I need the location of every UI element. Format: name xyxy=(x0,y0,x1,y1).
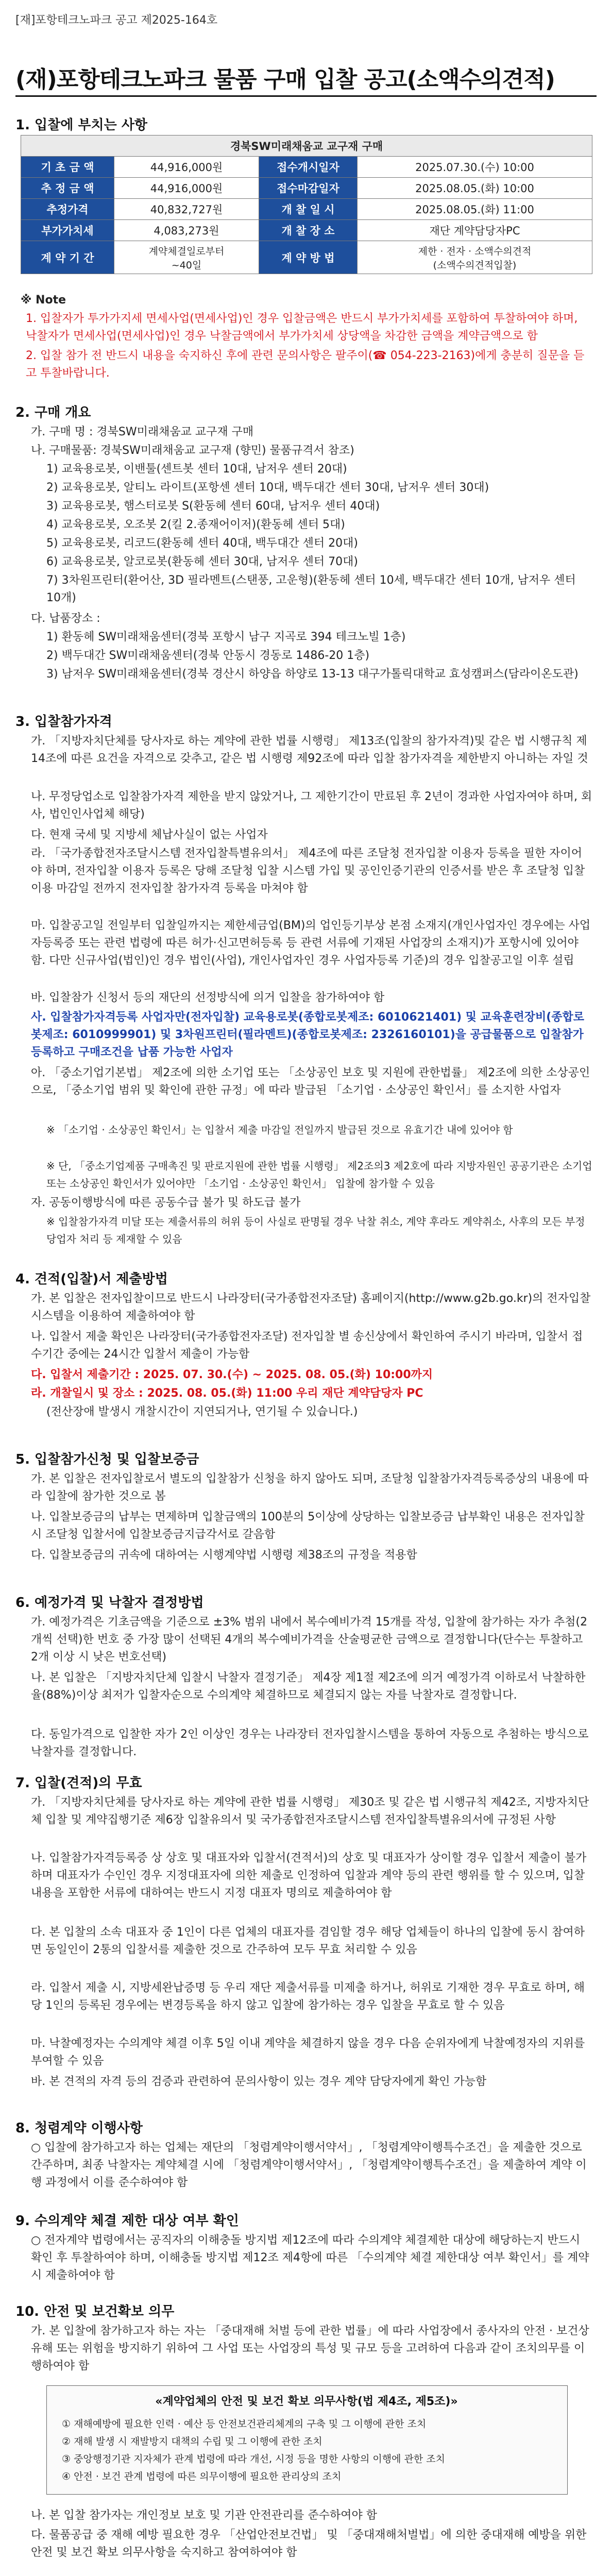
list-item: 나. 본 입찰 참가자는 개인정보 보호 및 기관 안전관리를 준수하여야 함 xyxy=(31,2509,377,2522)
table-row xyxy=(21,241,592,274)
list-item: 1) 환동헤 SW미래채움센터(경북 포항시 남구 지곡로 394 테크노빌 1층) xyxy=(46,631,406,643)
section-10-heading: 10. 안전 및 보건확보 의무 xyxy=(15,2304,175,2319)
section-6-heading: 6. 예정가격 및 낙찰자 결정방법 xyxy=(15,1595,204,1611)
section-4-heading: 4. 견적(입찰)서 제출방법 xyxy=(15,1272,168,1287)
table-row xyxy=(21,178,592,199)
list-item: 5) 교육용로봇, 리코드(환동헤 센터 40대, 백두대간 센터 20대) xyxy=(46,537,358,550)
table-title-cell: 경북SW미래채움교 교구재 구매 xyxy=(21,135,592,157)
table-value-cell: 44,916,000원 xyxy=(114,178,259,199)
note-heading: ※ Note xyxy=(21,294,66,307)
safety-duty-item: ④ 안전 · 보건 관계 법령에 따른 의무이행에 필요한 관리상의 조치 xyxy=(62,2471,342,2482)
list-item: ※ 단, 「중소기업제품 구매촉진 및 판로지원에 관한 법률 시행령」 제2조의3 제2호에 따라 지방자원인 공공기관은 소기업 또는 소상공인 확인서가 있어야만 「소기업 · 소상공인 확인서」 입찰에 참가할 수 있음 xyxy=(46,1160,592,1190)
note-item: 1. 입찰자가 투가가지세 면세사업(면세사업)인 경우 입찰금액은 반드시 부가가치세를 포함하여 투찰하여야 하며, 낙찰자가 면세사업(면세사업)인 경우 낙찰금액에서 부가가치세 상당액을 차감한 금액을 계약금액으로 함 xyxy=(26,312,578,343)
table-value-cell: 44,916,000원 xyxy=(114,157,259,178)
table-label-cell: 계 약 기 간 xyxy=(21,241,114,274)
list-item: 마. 낙찰예정자는 수의계약 체결 이후 5일 이내 계약을 체결하지 않을 경우 다음 순위자에게 낙찰예정자의 지위를 부여할 수 있음 xyxy=(31,2037,585,2067)
list-item: 다. 입찰보증금의 귀속에 대하여는 시행계약법 시행령 제38조의 규정을 적용함 xyxy=(31,1549,417,1562)
list-item: 마. 입찰공고일 전일부터 입찰일까지는 제한세금업(BM)의 업인등기부상 본점 소재지(개인사업자인 경우에는 사업자등록증 또는 관련 법령에 따른 허가·신고면허등록 등 관련 서류에 기재된 사업장의 소재지)가 포항시에 있어야 함. 다만 신규사업(법인)인 경우 법인(사업), 개인사업자인 경우 사업자등록 기준)의 경우 입찰공고일 이후 설립 xyxy=(31,919,591,967)
list-item: 아. 「중소기업기본법」 제2조에 의한 소기업 또는 「소상공인 보호 및 지원에 관한법률」 제2조에 의한 소상공인으로, 「중소기업 범위 및 확인에 관한 규정」에 따라 발급된 「소기업 · 소상공인 확인서」를 소지한 사업자 xyxy=(31,1066,590,1097)
safety-duties-title: «계약업체의 안전 및 보건 확보 의무사항(법 제4조, 제5조)» xyxy=(155,2395,458,2408)
list-item: 다. 납품장소 : xyxy=(31,612,100,625)
bid-summary-table xyxy=(21,135,592,274)
list-item: ※ 「소기업 · 소상공인 확인서」는 입찰서 제출 마감일 전일까지 발급된 것으로 유효기간 내에 있어야 함 xyxy=(46,1124,513,1136)
list-item: 7) 3차원프린터(환어산, 3D 필라멘트(스탠풍, 고운형)(환동헤 센터 10세, 백두대간 센터 10개, 남저우 센터 10개) xyxy=(46,574,576,604)
title-divider xyxy=(15,95,597,97)
table-value-cell: 4,083,273원 xyxy=(114,220,259,241)
list-item: 바. 본 견적의 자격 등의 검증과 관련하여 문의사항이 있는 경우 계약 담당자에게 확인 가능함 xyxy=(31,2075,487,2088)
table-row xyxy=(21,220,592,241)
table-value-cell: 제한 · 전자 · 소액수의견적 (소액수의견적입찰) xyxy=(358,241,592,274)
page-title: (재)포항테크노파크 물품 구매 입찰 공고(소액수의견적) xyxy=(15,66,555,93)
list-item: 다. 현재 국세 및 지방세 체납사실이 없는 사업자 xyxy=(31,828,268,841)
list-item: 2) 백두대간 SW미래채움센터(경북 안동시 경동로 1486-20 1층) xyxy=(46,649,370,662)
list-item: 3) 교육용로봇, 햄스터로봇 S(환동헤 센터 60대, 남저우 센터 40대) xyxy=(46,500,380,513)
submission-period: 다. 입찰서 제출기간 : 2025. 07. 30.(수) ~ 2025. 08. 05.(화) 10:00까지 xyxy=(31,1368,433,1381)
list-item: ※ 입찰참가자격 미달 또는 제출서류의 허위 등이 사실로 판명될 경우 낙찰 취소, 계약 후라도 계약취소, 사후의 모든 부정당업자 처리 등 제재할 수 있음 xyxy=(46,1215,585,1245)
list-item: 3) 남저우 SW미래채움센터(경북 경산시 하양읍 하양로 13-13 대구가톨릭대학교 효성캠퍼스(담라이온도관) xyxy=(46,668,579,681)
section-1-heading: 1. 입찰에 부치는 사항 xyxy=(15,117,148,133)
list-item: 바. 입찰참가 신청서 등의 재단의 선정방식에 의거 입찰을 참가하여야 함 xyxy=(31,991,385,1004)
list-item: 가. 본 입찰은 전자입찰이므로 반드시 나라장터(국가종합전자조달) 홈페이지(http://www.g2b.go.kr)의 전자입찰시스템을 이용하여 제출하여야 함 xyxy=(31,1292,591,1323)
list-item: 라. 입찰서 제출 시, 지방세완납증명 등 우리 재단 제출서류를 미제출 하거나, 허위로 기재한 경우 무효로 하며, 해당 1인의 등록된 경우에는 변경등록을 하지 않고 입찰에 참가하는 경우 입찰을 무효로 할 수 있음 xyxy=(31,1981,585,2012)
list-item: (전산장애 발생시 개찰시간이 지연되거나, 연기될 수 있습니다.) xyxy=(46,1405,358,1418)
section-9-heading: 9. 수의계약 체결 제한 대상 여부 확인 xyxy=(15,2213,239,2229)
list-item: 나. 본 입찰은 「지방자치단체 입찰시 낙찰자 결정기준」 제4장 제1절 제2조에 의거 예정가격 이하로서 낙찰하한율(88%)이상 최저가 입찰자순으로 수의계약 체결하므로 체결되지 않는 자를 낙찰자로 결정합니다. xyxy=(31,1671,586,1702)
list-item: 나. 입찰서 제출 확인은 나라장터(국가종합전자조달) 전자입찰 별 송신상에서 확인하여 주시기 바라며, 입찰서 접수기간 중에는 24시간 입찰서 제출이 가능함 xyxy=(31,1330,583,1361)
table-label-cell: 접수마감일자 xyxy=(259,178,358,199)
table-label-cell: 기 초 금 액 xyxy=(21,157,114,178)
table-value-cell: 2025.07.30.(수) 10:00 xyxy=(358,157,592,178)
list-item: 나. 입찰참가자격등록증 상 상호 및 대표자와 입찰서(견적서)의 상호 및 대표자가 상이할 경우 입찰서 제출이 불가하며 대표자가 수인인 경우 지정대표자에 의한 제출로 인정하여 입찰과 계약 등의 관련 행위를 할 수 있으며, 입찰 내용을 포함한 서류에 대하여는 반드시 지정 대표자 명의로 제출하여야 함 xyxy=(31,1852,587,1900)
list-item: 1) 교육용로봇, 이밴툴(센트봇 센터 10대, 남저우 센터 20대) xyxy=(46,463,347,476)
note-item: 2. 입찰 참가 전 반드시 내용을 숙지하신 후에 관련 문의사항은 팔주이(☎ 054-223-2163)에게 충분히 질문을 듣고 투찰바랍니다. xyxy=(26,349,585,380)
list-item: 나. 입찰보증금의 납부는 면제하며 입찰금액의 100분의 5이상에 상당하는 입찰보증금 납부확인 내용은 전자입찰 시 조달청 입찰서에 입찰보증금지급각서로 갈음함 xyxy=(31,1511,585,1541)
list-item: 라. 「국가종합전자조달시스템 전자입찰특별유의서」 제4조에 따른 조달청 전자입찰 이용자 등록을 필한 자이어야 하며, 전자입찰 이용자 등록은 당해 조달청 입찰 시스템 가입 및 공인인증기관의 인증서를 받은 후 조달청 입찰 이용 마감일 전까지 전자입찰 참가자격 등록을 마쳐야 함 xyxy=(31,847,585,895)
table-value-cell: 계약체결일로부터 ~40일 xyxy=(114,241,259,274)
list-item: ○ 전자계약 법령에서는 공직자의 이해충돌 방지법 제12조에 따라 수의계약 체결제한 대상에 해당하는지 반드시 확인 후 투찰하여야 하며, 이해충돌 방지법 제12조 제4항에 따른 「수의계약 체결 제한대상 여부 확인서」를 계약 시 제출하여야 함 xyxy=(31,2234,589,2282)
table-label-cell: 개 찰 일 시 xyxy=(259,199,358,220)
safety-duty-item: ② 재해 발생 시 재발방지 대책의 수립 및 그 이행에 관한 조치 xyxy=(62,2436,322,2447)
table-label-cell: 계 약 방 법 xyxy=(259,241,358,274)
list-item: 가. 예정가격은 기초금액을 기준으로 ±3% 범위 내에서 복수예비가격 15개를 작성, 입찰에 참가하는 자가 추첨(2개씩 선택)한 번호 중 가장 많이 선택된 4개의 복수예비가격을 산술평균한 금액으로 결정합니다(단수는 투찰하고 2개 이상 시 낮은 번호선택) xyxy=(31,1616,588,1664)
opening-datetime: 라. 개찰일시 및 장소 : 2025. 08. 05.(화) 11:00 우리 재단 계약담당자 PC xyxy=(31,1387,423,1400)
section-5-heading: 5. 입찰참가신청 및 입찰보증금 xyxy=(15,1452,199,1467)
list-item: 다. 본 입찰의 소속 대표자 중 1인이 다른 업체의 대표자를 겸임할 경우 해당 업체들이 하나의 입찰에 동시 참여하면 동일인이 2통의 입찰서를 제출한 것으로 간주하여 모두 무효 처리할 수 있음 xyxy=(31,1926,585,1956)
list-item: 다. 동일가격으로 입찰한 자가 2인 이상인 경우는 나라장터 전자입찰시스템을 통하여 자동으로 추첨하는 방식으로 낙찰자를 결정합니다. xyxy=(31,1728,589,1758)
list-item: 가. 본 입찰에 참가하고자 하는 자는 「중대재해 처벌 등에 관한 법률」에 따라 사업장에서 종사자의 안전 · 보건상 유해 또는 위험을 방지하기 위하여 그 사업 또는 사업장의 특성 및 규모 등을 고려하여 다음과 같이 조치의무를 이행하여야 함 xyxy=(31,2325,589,2372)
list-item: 4) 교육용로봇, 오조봇 2(킬 2.종재어이저)(환동헤 센터 5대) xyxy=(46,518,345,531)
table-value-cell: 재단 계약담당자PC xyxy=(358,220,592,241)
section-2-heading: 2. 구매 개요 xyxy=(15,405,91,420)
table-label-cell: 추정가격 xyxy=(21,199,114,220)
table-title-row xyxy=(21,135,592,157)
list-item: 2) 교육용로봇, 알티노 라이트(포항센 센터 10대, 백두대간 센터 30대, 남저우 센터 30대) xyxy=(46,481,489,494)
table-label-cell: 개 찰 장 소 xyxy=(259,220,358,241)
table-row xyxy=(21,199,592,220)
section-3-heading: 3. 입찰참가자격 xyxy=(15,714,112,730)
list-item: 다. 물품공급 중 재해 예방 필요한 경우 「산업안전보건법」 및 「중대재해처벌법」에 의한 중대재해 예방을 위한 안전 및 보건 확보 의무사항을 숙지하고 참여하여야 함 xyxy=(31,2529,587,2559)
list-item: 자. 공동이행방식에 따른 공동수급 불가 및 하도급 불가 xyxy=(31,1196,301,1209)
list-item: 사. 입찰참가자격등록 사업자만(전자입찰) 교육용로봇(종합로봇제조: 6010621401) 및 교육훈련장비(종합로봇제조: 6010999901) 및 3차원프린터(필라멘트)(종합로봇제조: 2326160101)을 공급물품으로 입찰참가 등록하고 구매조건을 납품 가능한 사업자 xyxy=(31,1011,585,1059)
table-label-cell: 접수개시일자 xyxy=(259,157,358,178)
list-item: 가. 본 입찰은 전자입찰로서 별도의 입찰참가 신청을 하지 않아도 되며, 조달청 입찰참가자격등록증상의 내용에 따라 입찰에 참가한 것으로 봄 xyxy=(31,1472,589,1503)
section-8-heading: 8. 청렴계약 이행사항 xyxy=(15,2121,143,2136)
table-label-cell: 부가가치세 xyxy=(21,220,114,241)
table-value-cell: 2025.08.05.(화) 11:00 xyxy=(358,199,592,220)
list-item: 나. 구매물품: 경북SW미래채움교 교구재 (향민) 물품규격서 참조) xyxy=(31,444,354,457)
list-item: 가. 「지방자치단체를 당사자로 하는 계약에 관한 법률 시행령」 제13조(입찰의 참가자격)및 같은 법 시행규칙 제14조에 따른 요건을 자격으로 갖추고, 같은 법 시행령 제92조에 따라 입찰 참가자격을 제한받지 아니하는 자일 것 xyxy=(31,735,588,765)
table-label-cell: 추 정 금 액 xyxy=(21,178,114,199)
safety-duty-item: ③ 중앙행정기관 지자체가 관계 법령에 따라 개선, 시정 등을 명한 사항의 이행에 관한 조치 xyxy=(62,2453,445,2465)
list-item: 가. 「지방자치단체를 당사자로 하는 계약에 관한 법률 시행령」 제30조 및 같은 법 시행규칙 제42조, 지방자치단체 입찰 및 계약집행기준 제6장 입찰유의서 및 국가종합전자조달시스템 전자입찰특별유의서에 규정된 사항 xyxy=(31,1796,589,1826)
table-value-cell: 2025.08.05.(화) 10:00 xyxy=(358,178,592,199)
section-7-heading: 7. 입찰(견적)의 무효 xyxy=(15,1775,142,1791)
list-item: ○ 입찰에 참가하고자 하는 업체는 재단의 「청렴계약이행서약서」, 「청렴계약이행특수조건」을 제출한 것으로 간주하며, 최종 낙찰자는 계약체결 시에 「청렴계약이행서약서」, 「청렴계약이행특수조건」을 제출하여 계약 이행 과정에서 이를 준수하여야 함 xyxy=(31,2141,587,2189)
list-item: 나. 무정당업소로 입찰참가자격 제한을 받지 않았거나, 그 제한기간이 만료된 후 2년이 경과한 사업자여야 하며, 회사, 법인인사업체 해당) xyxy=(31,790,592,821)
table-row xyxy=(21,157,592,178)
notice-number: [재]포항테크노파크 공고 제2025-164호 xyxy=(15,14,218,27)
table-value-cell: 40,832,727원 xyxy=(114,199,259,220)
list-item: 가. 구매 명 : 경북SW미래채움교 교구재 구매 xyxy=(31,426,254,438)
list-item: 6) 교육용로봇, 알코로봇(환동헤 센터 30대, 남저우 센터 70대) xyxy=(46,555,358,568)
safety-duty-item: ① 재해예방에 필요한 인력 · 예산 등 안전보건관리체계의 구축 및 그 이행에 관한 조치 xyxy=(62,2418,427,2430)
